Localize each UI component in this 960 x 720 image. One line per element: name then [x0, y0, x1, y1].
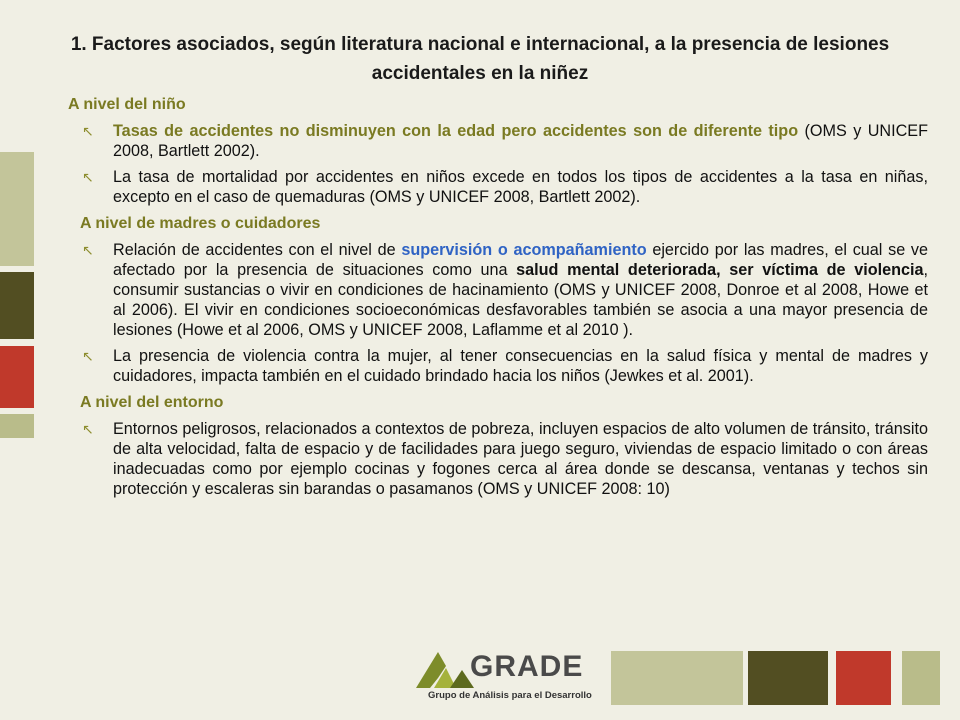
grade-logo-mark-icon [416, 650, 476, 690]
logo-wordmark: GRADE [470, 650, 584, 683]
bullet-item [68, 346, 928, 386]
body-text: Entornos peligrosos, relacionados a contextos de pobreza, incluyen espacios de alto volumen de tránsito, tránsito de alta velocidad, falta de espacio y de facilidades para juego seguro, viviendas de espacio limitado o con áreas inadecuadas como por ejemplo cocinas y fogones cerca al área donde se descansa, ventanas y techos sin protección y escaleras sin barandas o pasamanos (OMS y UNICEF 2008: 10) [113, 420, 928, 498]
arrow-bullet-icon: ↖ [82, 348, 94, 364]
bullet-text [113, 419, 928, 499]
emphasis-text: salud mental deteriorada, ser víctima de violencia [516, 261, 924, 279]
decorative-block-left-3 [0, 346, 34, 408]
slide-content [68, 94, 928, 505]
section-heading-child: A nivel del niño [68, 96, 186, 113]
bullet-text [113, 121, 928, 161]
arrow-bullet-icon: ↖ [82, 242, 94, 258]
grade-logo [408, 648, 608, 710]
bullet-item [68, 121, 928, 161]
decorative-block-left-4 [0, 414, 34, 438]
decorative-block-bottom-2 [748, 651, 828, 705]
bullet-item [68, 240, 928, 340]
logo-subtitle: Grupo de Análisis para el Desarrollo [428, 690, 592, 701]
arrow-bullet-icon: ↖ [82, 421, 94, 437]
body-text: La tasa de mortalidad por accidentes en niños excede en todos los tipos de accidentes a la tasa en niñas, excepto en el caso de quemaduras (OMS y UNICEF 2008, Bartlett 2002). [113, 168, 928, 206]
highlight-text: supervisión o acompañamiento [401, 241, 647, 259]
decorative-block-bottom-4 [902, 651, 940, 705]
decorative-block-bottom-3 [836, 651, 891, 705]
section-heading-environment: A nivel del entorno [80, 394, 224, 411]
body-text: Relación de accidentes con el nivel de [113, 241, 402, 259]
bullet-item [68, 167, 928, 207]
arrow-bullet-icon: ↖ [82, 123, 94, 139]
bullet-text [113, 240, 928, 340]
bullet-text [113, 346, 928, 386]
bullet-text [113, 167, 928, 207]
decorative-block-left-1 [0, 152, 34, 266]
decorative-block-bottom-1 [611, 651, 743, 705]
decorative-block-left-2 [0, 272, 34, 339]
arrow-bullet-icon: ↖ [82, 169, 94, 185]
body-text: La presencia de violencia contra la mujer, al tener consecuencias en la salud física y mental de madres y cuidadores, impacta también en el cuidado brindado hacia los niños (Jewkes et al. 2001). [113, 347, 928, 385]
body-text: , consumir sustancias o vivir en condiciones de hacinamiento (OMS y UNICEF 2008, Donroe et al 2008, Howe et al 2006). El vivir en condiciones socioeconómicas desfavorables también se asocia a una mayor presencia de lesiones (Howe et al 2006, OMS y UNICEF 2008, Laflamme et al 2010 ). [113, 261, 928, 339]
slide-title: 1. Factores asociados, según literatura nacional e internacional, a la presencia de lesiones accidentales en la niñez [70, 34, 890, 84]
highlight-text: Tasas de accidentes no disminuyen con la edad pero accidentes son de diferente tipo [113, 122, 799, 140]
section-heading-caregivers: A nivel de madres o cuidadores [80, 215, 321, 232]
bullet-item [68, 419, 928, 499]
body-text: ejercido por las madres, el cual se ve afectado por la presencia de situaciones como una [113, 241, 929, 279]
citation-text: (OMS y UNICEF 2008, Bartlett 2002). [113, 122, 928, 160]
